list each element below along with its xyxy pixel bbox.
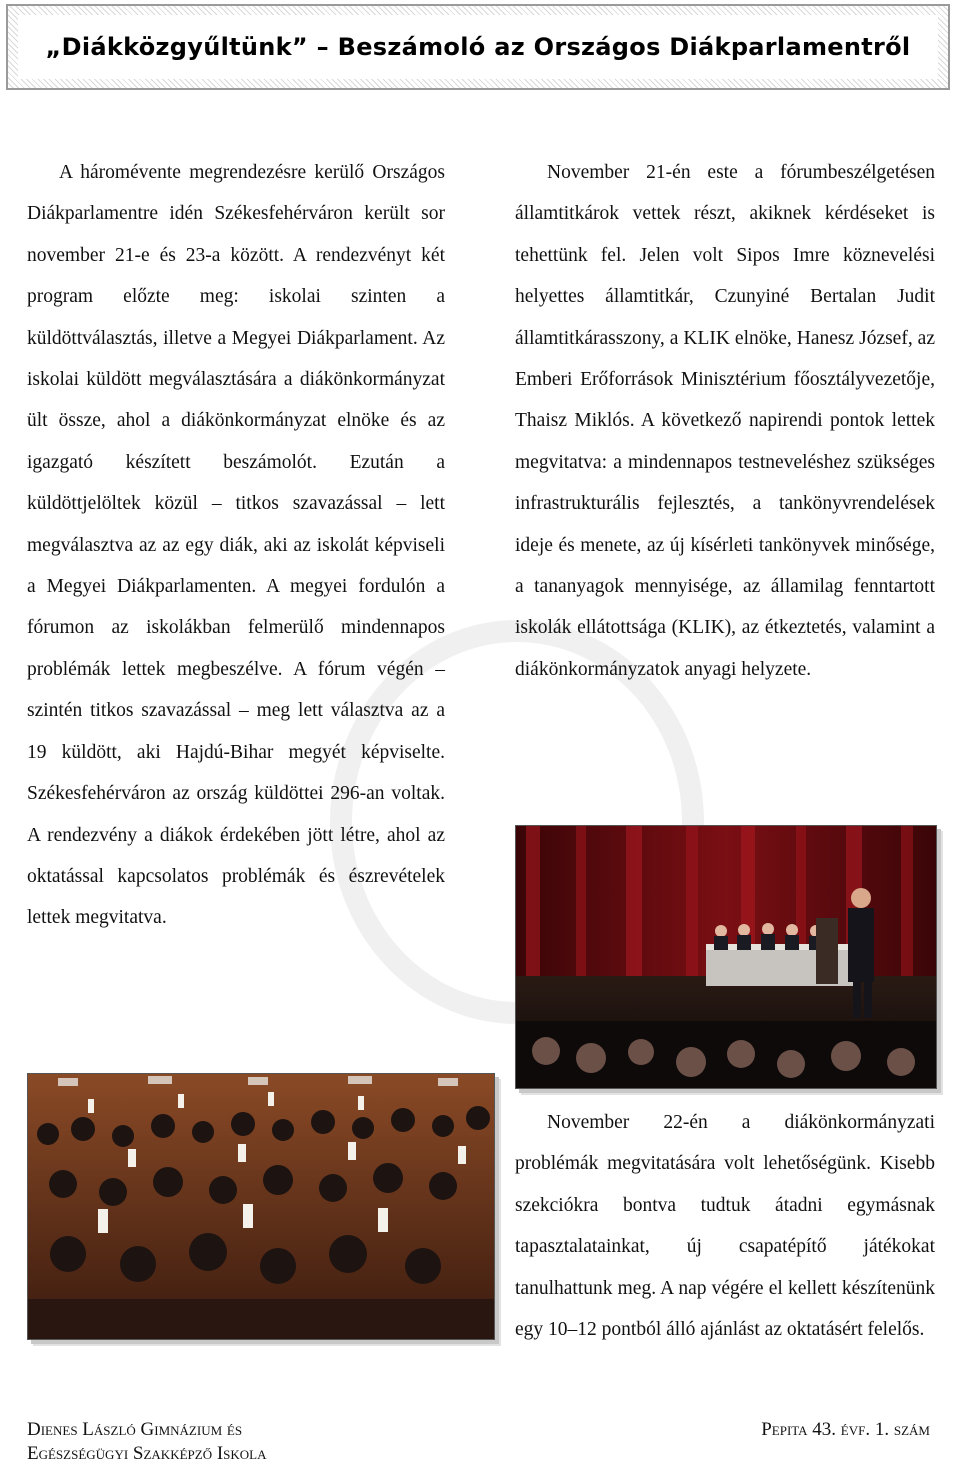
header-banner: [6, 4, 950, 90]
audience-photo: [27, 1073, 495, 1340]
stage-photo: [515, 825, 937, 1089]
header-title-box: [18, 15, 938, 79]
right-column-bottom: [515, 1102, 935, 1350]
footer-issue: Pepita 43. évf. 1. szám: [761, 1419, 930, 1440]
left-paragraph: A háromévente megrendezésre kerülő Országos Diákparlamentre idén Székesfehérváron került sor november 21-e és 23-a között. A rendezvényt két program előzte meg: iskolai szinten a küldöttválasztás, illetve a Megyei Diákparlament. Az iskolai küldött megválasztására a diákönkormányzat ült össze, ahol a diákönkormányzat elnöke és az igazgató készített beszámolót. Ezután a küldöttjelöltek közül – titkos szavazással – lett megválasztva az az egy diák, aki az iskolát képviseli a Megyei Diákparlamenten. A megyei fordulón a fórumon az iskolákban felmerülő mindennapos problémák lettek megbeszélve. A fórum végén – szintén titkos szavazással – meg lett választva az a 19 küldött, aki Hajdú-Bihar megyét képviselte. Székesfehérváron az ország küldöttei 296-an voltak. A rendezvény a diákok érdekében jött létre, ahol az oktatással kapcsolatos problémák és észrevételek lettek megvitatva.: [27, 162, 445, 929]
footer-school-line-2: Egészségügyi Szakképző Iskola: [27, 1443, 267, 1464]
stage-photo-illustration: [516, 826, 936, 1088]
footer-school: [27, 1418, 267, 1466]
left-column: [27, 152, 445, 939]
footer-school-line-1: Dienes László Gimnázium és: [27, 1419, 243, 1440]
audience-photo-illustration: [28, 1074, 494, 1339]
right-paragraph-1: November 21-én este a fórumbeszélgetésen államtitkárok vettek részt, akiknek kérdéseket is tehettünk fel. Jelen volt Sipos Imre köznevelési helyettes államtitkár, Czunyiné Bertalan Judit államtitkárasszony, a KLIK elnöke, Hanesz József, az Emberi Erőforrások Minisztérium főosztályvezetője, Thaisz Miklós. A következő napirendi pontok lettek megvitatva: a mindennapos testneveléshez szükséges infrastrukturális fejlesztés, a tankönyvrendelések ideje és menete, az új kísérleti tankönyvek minősége, a tananyagok mennyisége, az államilag fenntartott iskolák ellátottsága (KLIK), az étkeztetés, valamint a diákönkormányzatok anyagi helyzete.: [515, 162, 935, 680]
right-paragraph-2: November 22-én a diákönkormányzati problémák megvitatására volt lehetőségünk. Kisebb szekciókra bontva tudtuk átadni egymásnak tapasztalatainkat, új csapatépítő játékokat tanulhattunk meg. A nap végére el kellett készítenünk egy 10–12 pontból álló ajánlást az oktatásért felelős.: [515, 1112, 935, 1341]
page-title: „Diákközgyűltünk” – Beszámoló az Országos Diákparlamentről: [45, 33, 911, 61]
right-column-top: [515, 152, 935, 690]
